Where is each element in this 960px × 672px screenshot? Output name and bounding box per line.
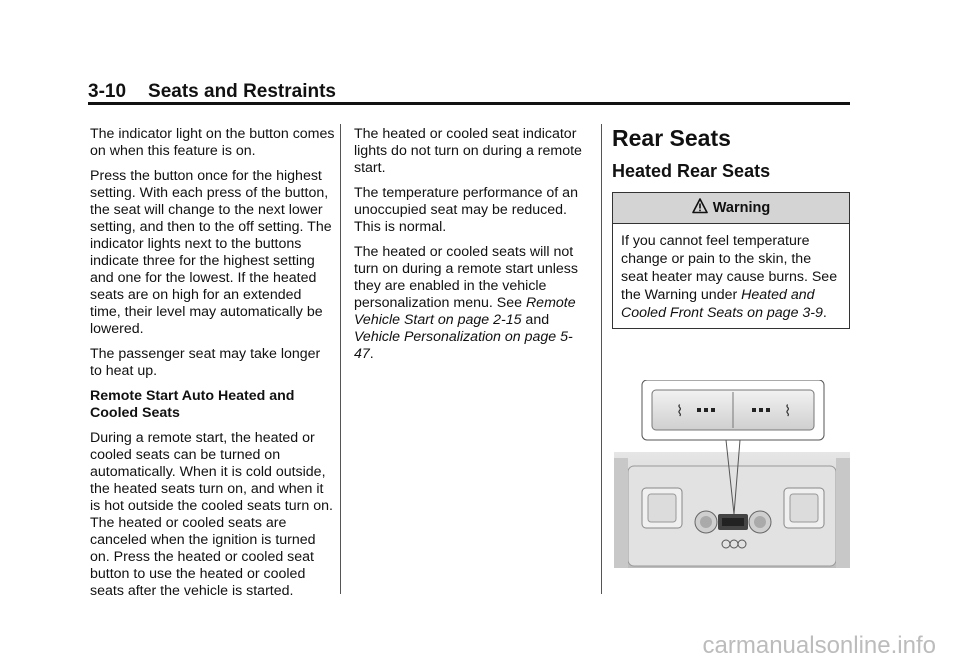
paragraph: During a remote start, the heated or cooled seats can be turned on automatically. When it is cold outside, the heated seats turn on, and when it is hot outside the cooled seats turn on. The heated or cooled seats are canceled when the ignition is turned on. Press the heated or cooled seat button to use the heated or cooled seats after the vehicle is started. — [90, 430, 333, 599]
subsection-heading: Heated Rear Seats — [612, 161, 771, 181]
subheading: Remote Start Auto Heated and Cooled Seats — [90, 388, 295, 421]
column-1 — [90, 126, 336, 608]
paragraph: The heated or cooled seat indicator lights do not turn on during a remote start. — [354, 126, 582, 176]
column-divider — [601, 124, 602, 594]
paragraph: The indicator light on the button comes on when this feature is on. — [90, 126, 335, 159]
cross-reference-link[interactable]: Remote Vehicle Start on page 2-15 — [354, 295, 576, 328]
warning-box — [612, 192, 850, 329]
paragraph-text: and — [521, 312, 550, 328]
svg-text:⌇: ⌇ — [676, 402, 684, 420]
column-3 — [612, 124, 852, 329]
column-divider — [340, 124, 341, 594]
paragraph: The temperature performance of an unoccupied seat may be reduced. This is normal. — [354, 185, 578, 235]
paragraph-text: The heated or cooled seats will not turn on during a remote start unless they are enabled in the vehicle personalization menu. See — [354, 244, 578, 311]
watermark: carmanualsonline.info — [702, 632, 936, 659]
section-heading: Rear Seats — [612, 125, 731, 151]
header-rule — [88, 102, 850, 105]
column-2 — [354, 126, 590, 371]
warning-triangle-icon — [692, 198, 708, 214]
warning-body: If you cannot feel temperature change or pain to the skin, the seat heater may cause burns. See the Warning under — [621, 233, 838, 303]
section-title: Seats and Restraints — [148, 81, 336, 102]
cross-reference-link[interactable]: Heated and Cooled Front Seats on page 3-9 — [621, 287, 823, 321]
paragraph-text: . — [369, 346, 374, 362]
cross-reference-link[interactable]: Vehicle Personalization on page 5-47 — [354, 329, 573, 362]
warning-text — [613, 224, 849, 328]
paragraph: The passenger seat may take longer to heat up. — [90, 346, 321, 379]
warning-end: . — [822, 305, 827, 321]
paragraph: Press the button once for the highest setting. With each press of the button, the seat will change to the next lower setting, and then to the off setting. The indicator lights next to the buttons indicate three for the highest setting and one for the lowest. If the heated seats are on high for an extended time, their level may automatically be lowered. — [90, 168, 332, 337]
rear-heated-seat-controls-illustration — [614, 380, 850, 568]
warning-label: Warning — [712, 200, 771, 216]
page-header — [88, 81, 336, 103]
svg-text:⌇: ⌇ — [784, 402, 792, 420]
page-number: 3-10 — [88, 81, 127, 102]
paragraph — [354, 244, 590, 363]
warning-header — [613, 193, 849, 224]
